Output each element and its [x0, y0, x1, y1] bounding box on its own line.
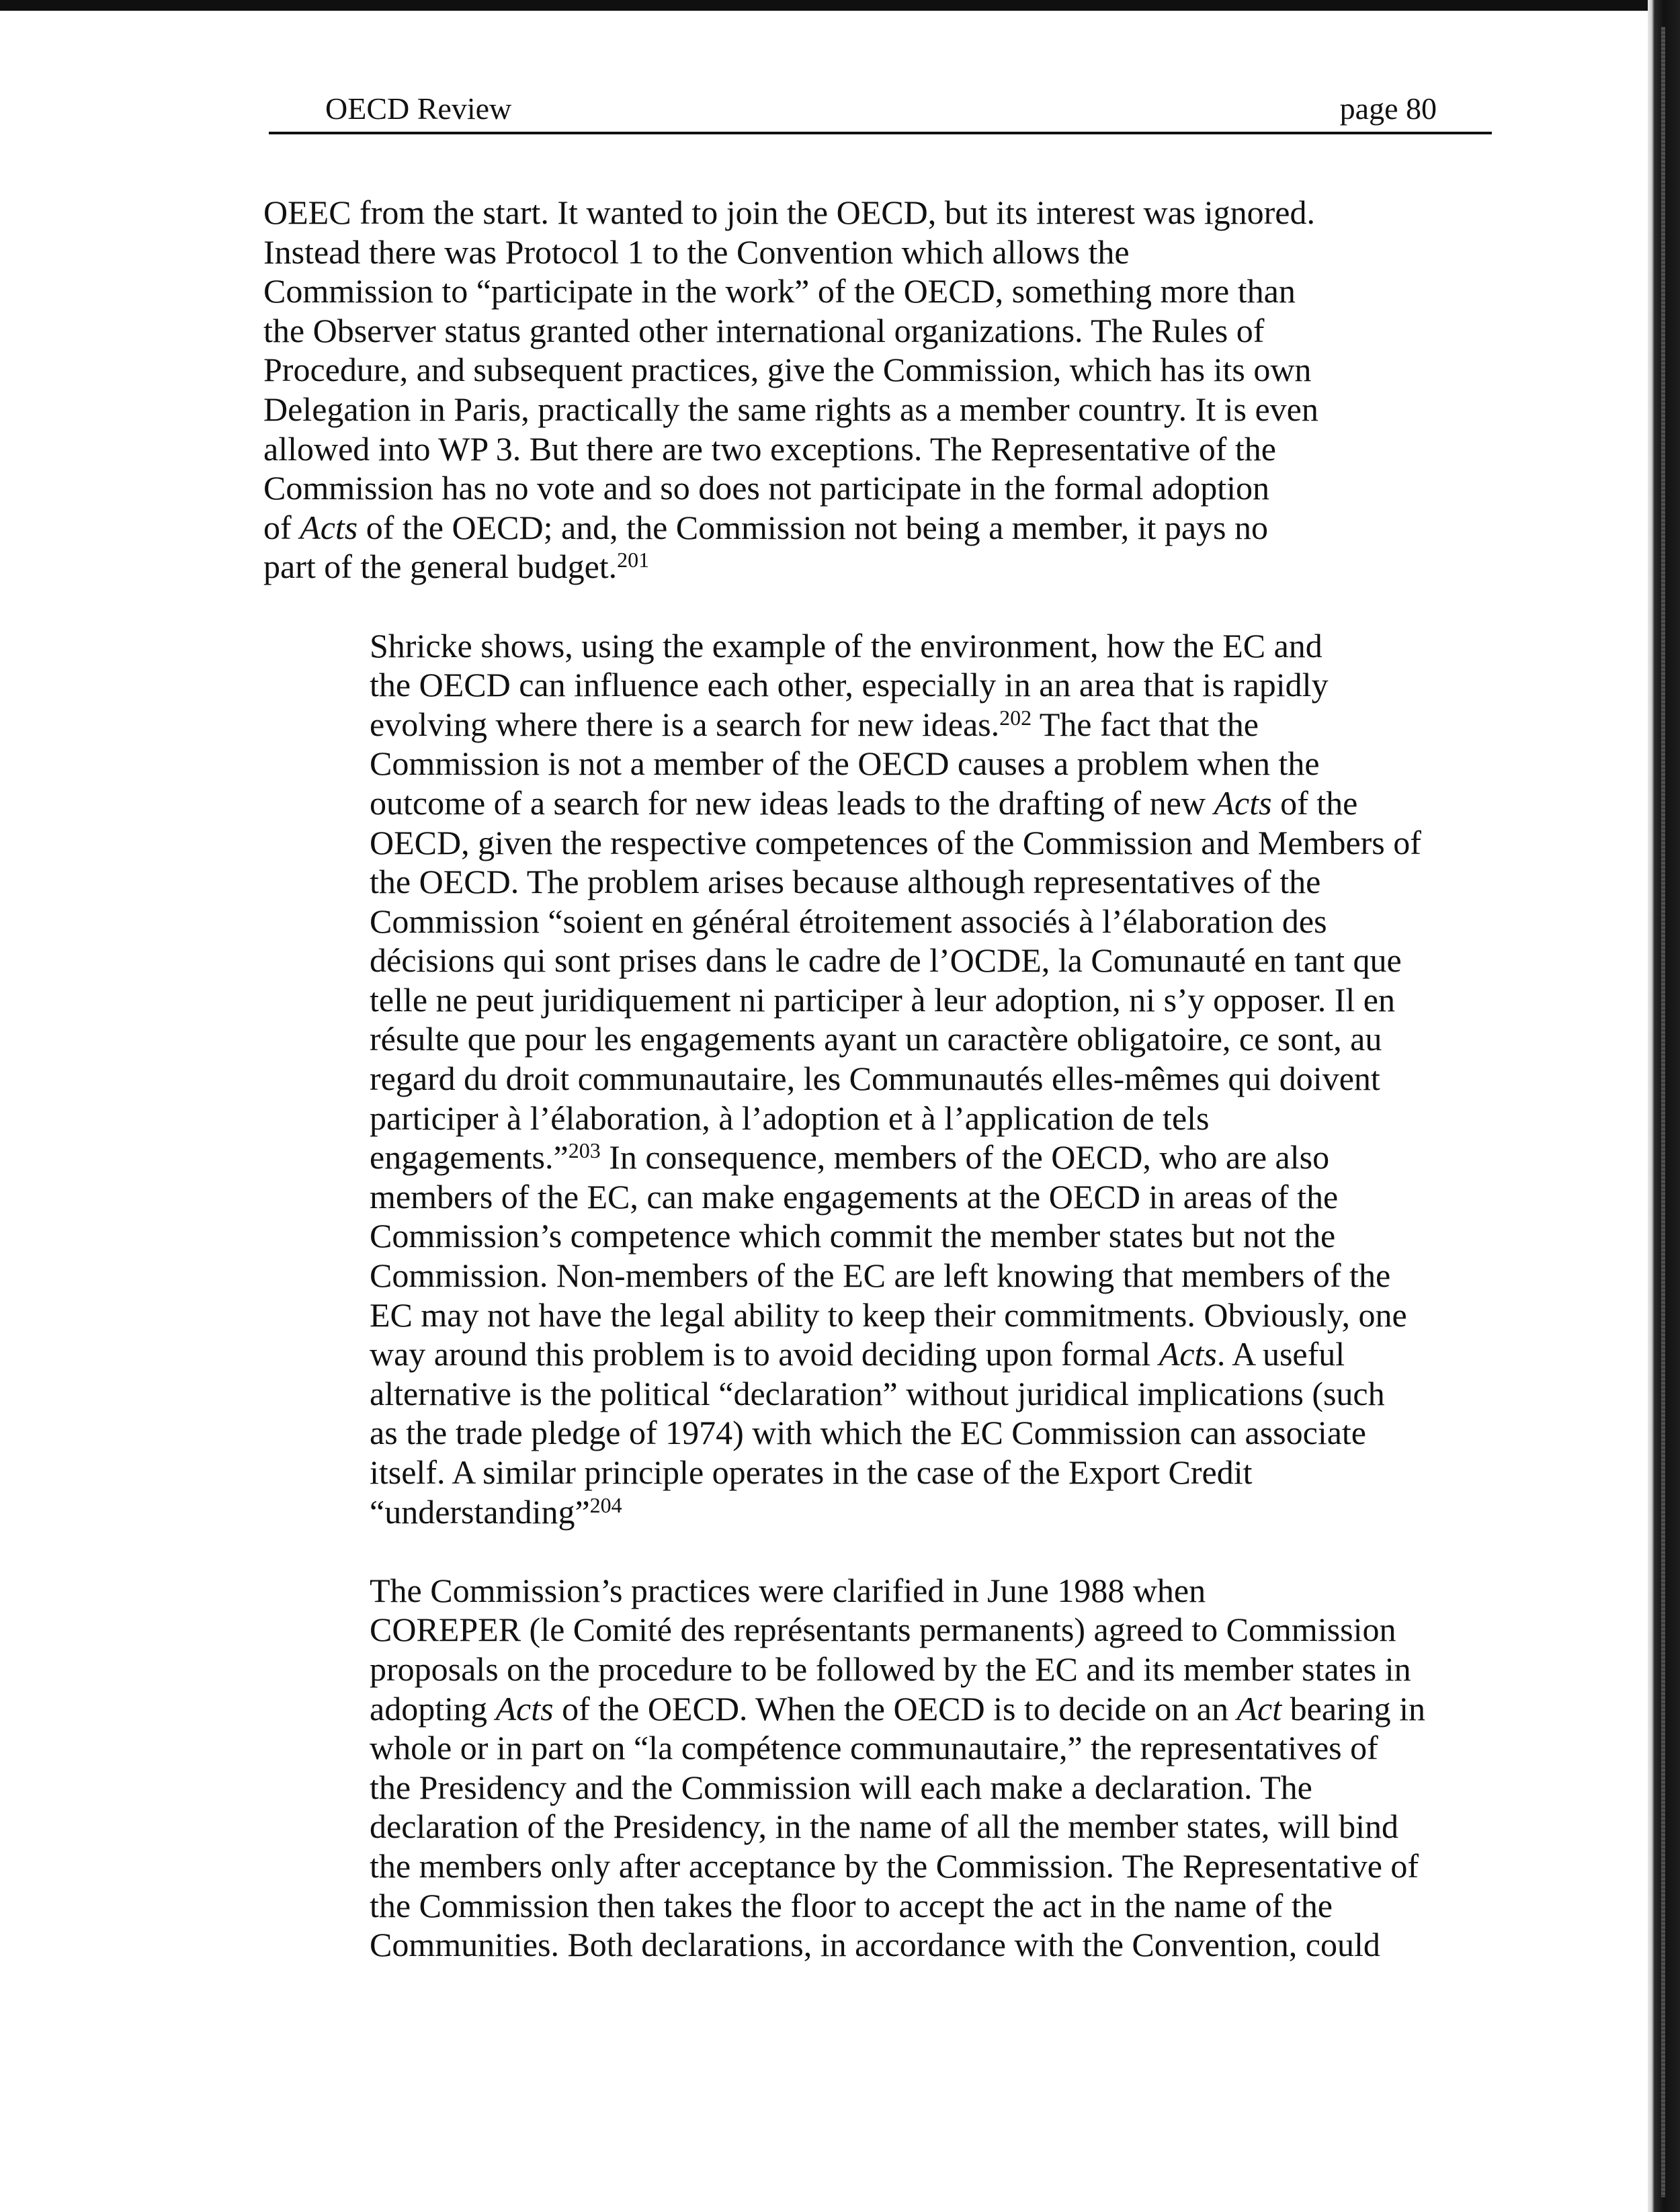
- body-text: [263, 193, 1513, 2004]
- text-line: [263, 1768, 1513, 1807]
- text-run: EC may not have the legal ability to keep their commitments. Obviously, one: [370, 1295, 1407, 1334]
- text-run: Procedure, and subsequent practices, give the Commission, which has its own: [263, 351, 1312, 389]
- text-run: OEEC from the start. It wanted to join the OECD, but its interest was ignored.: [263, 194, 1315, 231]
- text-line: [263, 1886, 1513, 1926]
- text-line: [263, 1846, 1513, 1886]
- text-line: [263, 705, 1513, 745]
- paragraph: [263, 626, 1513, 1532]
- text-run: The Commission’s practices were clarified in June 1988 when: [370, 1571, 1206, 1609]
- scan-top-edge: [0, 0, 1680, 11]
- text-run: the OECD. The problem arises because although representatives of the: [370, 863, 1321, 901]
- text-run: Shricke shows, using the example of the environment, how the EC and: [370, 626, 1322, 665]
- text-run: way around this problem is to avoid deciding upon formal: [370, 1335, 1159, 1373]
- text-run: alternative is the political “declaration” without juridical implications (such: [370, 1374, 1385, 1412]
- text-run: evolving where there is a search for new ideas.: [370, 705, 1000, 743]
- text-run: Commission is not a member of the OECD causes a problem when the: [370, 745, 1320, 783]
- text-line: [263, 1295, 1513, 1335]
- text-line: [263, 626, 1513, 666]
- text-line: [263, 1925, 1513, 1965]
- text-run: regard du droit communautaire, les Communautés elles-mêmes qui doivent: [370, 1060, 1380, 1098]
- text-run: OECD, given the respective competences of the Commission and Members of: [370, 823, 1421, 861]
- text-run: whole or in part on “la compétence communautaire,” the representatives of: [370, 1729, 1378, 1767]
- text-run: Commission. Non-members of the EC are left knowing that members of the: [370, 1257, 1391, 1295]
- text-line: [263, 823, 1513, 863]
- text-run: the Presidency and the Commission will each make a declaration. The: [370, 1768, 1312, 1806]
- page-number: page 80: [1339, 91, 1437, 126]
- text-line: [263, 271, 1513, 311]
- text-run: part of the general budget.: [263, 548, 618, 586]
- footnote-marker: 204: [589, 1492, 622, 1517]
- text-run: décisions qui sont prises dans le cadre de l’OCDE, la Comunauté en tant que: [370, 941, 1402, 980]
- text-run: the OECD can influence each other, especially in an area that is rapidly: [370, 666, 1329, 704]
- text-run: itself. A similar principle operates in the case of the Export Credit: [370, 1453, 1253, 1491]
- text-line: [263, 1453, 1513, 1492]
- text-run: “understanding”: [370, 1492, 590, 1531]
- text-run: telle ne peut juridiquement ni participer à leur adoption, ni s’y opposer. Il en: [370, 980, 1395, 1019]
- text-run: as the trade pledge of 1974) with which the EC Commission can associate: [370, 1414, 1366, 1452]
- italic-term: Act: [1236, 1689, 1282, 1728]
- italic-term: Acts: [300, 508, 358, 546]
- text-line: [263, 1019, 1513, 1059]
- text-line: [263, 193, 1513, 232]
- text-line: [263, 311, 1513, 351]
- text-run: bearing in: [1282, 1689, 1425, 1728]
- text-run: outcome of a search for new ideas leads to the drafting of new: [370, 783, 1214, 822]
- text-line: [263, 1728, 1513, 1768]
- footnote-marker: 203: [568, 1138, 601, 1163]
- text-run: members of the EC, can make engagements at the OECD in areas of the: [370, 1177, 1339, 1216]
- text-line: [263, 1413, 1513, 1453]
- text-line: [263, 468, 1513, 508]
- text-line: [263, 429, 1513, 469]
- text-run: Commission to “participate in the work” of the OECD, something more than: [263, 272, 1296, 310]
- italic-term: Acts: [1214, 783, 1272, 822]
- text-line: [263, 941, 1513, 980]
- text-line: [263, 1689, 1513, 1729]
- text-line: [263, 1216, 1513, 1256]
- text-line: [263, 1177, 1513, 1217]
- paragraph: [263, 193, 1513, 587]
- text-line: [263, 744, 1513, 783]
- text-run: the Commission then takes the floor to accept the act in the name of the: [370, 1886, 1333, 1924]
- text-run: the members only after acceptance by the Commission. The Representative of: [370, 1846, 1419, 1885]
- text-line: [263, 547, 1513, 587]
- text-run: engagements.”: [370, 1138, 569, 1177]
- text-line: [263, 1334, 1513, 1374]
- text-run: the Observer status granted other international organizations. The Rules of: [263, 311, 1265, 349]
- text-run: Communities. Both declarations, in accordance with the Convention, could: [370, 1926, 1380, 1964]
- italic-term: Acts: [1159, 1335, 1217, 1373]
- text-run: allowed into WP 3. But there are two exceptions. The Representative of the: [263, 429, 1276, 468]
- text-line: [263, 1099, 1513, 1138]
- text-run: adopting: [370, 1689, 496, 1728]
- text-line: [263, 1256, 1513, 1295]
- footnote-marker: 201: [617, 548, 650, 572]
- text-run: of the OECD; and, the Commission not being a member, it pays no: [358, 508, 1269, 546]
- text-run: Commission’s competence which commit the member states but not the: [370, 1217, 1336, 1255]
- text-line: [263, 508, 1513, 548]
- scan-binding-shadow: [1661, 27, 1665, 2197]
- text-line: [263, 665, 1513, 705]
- text-line: [263, 1571, 1513, 1611]
- page-header: [269, 86, 1492, 134]
- text-line: [263, 1807, 1513, 1846]
- text-run: of: [263, 508, 300, 546]
- text-line: [263, 1650, 1513, 1689]
- paragraph: [263, 1571, 1513, 1965]
- text-line: [263, 862, 1513, 902]
- text-run: Instead there was Protocol 1 to the Convention which allows the: [263, 232, 1130, 271]
- text-line: [263, 1492, 1513, 1532]
- text-line: [263, 350, 1513, 390]
- text-run: of the OECD. When the OECD is to decide on an: [553, 1689, 1237, 1728]
- text-run: Commission “soient en général étroitement associés à l’élaboration des: [370, 902, 1327, 940]
- text-run: proposals on the procedure to be followed by the EC and its member states in: [370, 1650, 1411, 1688]
- text-run: COREPER (le Comité des représentants permanents) agreed to Commission: [370, 1611, 1396, 1649]
- text-line: [263, 1138, 1513, 1177]
- text-run: The fact that the: [1032, 705, 1259, 743]
- text-line: [263, 232, 1513, 272]
- text-line: [263, 783, 1513, 823]
- text-run: participer à l’élaboration, à l’adoption et à l’application de tels: [370, 1099, 1210, 1137]
- running-title: OECD Review: [325, 91, 512, 126]
- italic-term: Acts: [495, 1689, 554, 1728]
- text-line: [263, 902, 1513, 941]
- text-line: [263, 1059, 1513, 1099]
- text-line: [263, 390, 1513, 429]
- text-line: [263, 1610, 1513, 1650]
- text-line: [263, 980, 1513, 1020]
- text-run: In consequence, members of the OECD, who are also: [600, 1138, 1330, 1177]
- text-line: [263, 1374, 1513, 1414]
- text-run: Delegation in Paris, practically the same rights as a member country. It is even: [263, 390, 1318, 428]
- text-run: declaration of the Presidency, in the name of all the member states, will bind: [370, 1807, 1399, 1846]
- footnote-marker: 202: [999, 705, 1032, 730]
- text-run: résulte que pour les engagements ayant un caractère obligatoire, ce sont, au: [370, 1020, 1382, 1058]
- text-run: of the: [1271, 783, 1358, 822]
- text-run: Commission has no vote and so does not participate in the formal adoption: [263, 469, 1269, 507]
- text-run: . A useful: [1216, 1335, 1345, 1373]
